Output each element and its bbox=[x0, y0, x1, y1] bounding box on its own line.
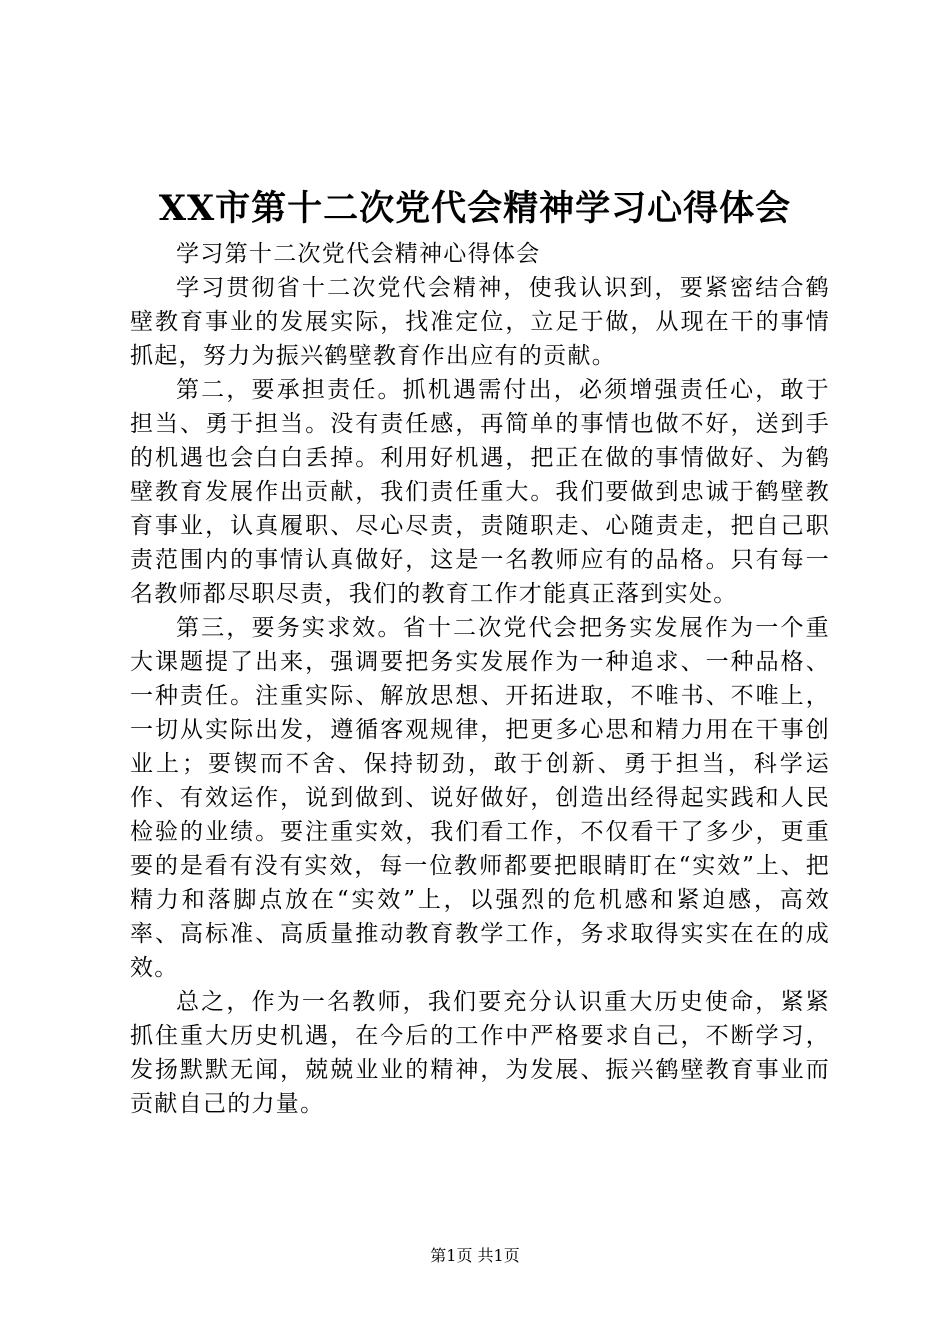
pragmatism-paragraph: 第三，要务实求效。省十二次党代会把务实发展作为一个重大课题提了出来，强调要把务实发展作为一种追求、一种品格、一种责任。注重实际、解放思想、开拓进取，不唯书、不唯上，一切从实际出发，遵循客观规律，把更多心思和精力用在干事创业上；要锲而不舍、保持韧劲，敢于创新、勇于担当，科学运作、有效运作，说到做到、说好做好，创造出经得起实践和人民检验的业绩。要注重实效，我们看工作，不仅看干了多少，更重要的是看有没有实效，每一位教师都要把眼睛盯在“实效”上、把精力和落脚点放在“实效”上，以强烈的危机感和紧迫感，高效率、高标准、高质量推动教育教学工作，务求取得实实在在的成效。 bbox=[130, 615, 830, 981]
intro-paragraph: 学习贯彻省十二次党代会精神，使我认识到，要紧密结合鹤壁教育事业的发展实际，找准定位，立足于做，从现在干的事情抓起，努力为振兴鹤壁教育作出应有的贡献。 bbox=[130, 275, 830, 369]
subtitle-paragraph: 学习第十二次党代会精神心得体会 bbox=[176, 241, 541, 267]
document-body bbox=[130, 237, 830, 1121]
conclusion-paragraph: 总之，作为一名教师，我们要充分认识重大历史使命，紧紧抓住重大历史机遇，在今后的工作中严格要求自己，不断学习，发扬默默无闻，兢兢业业的精神，为发展、振兴鹤壁教育事业而贡献自己的力量。 bbox=[130, 989, 830, 1117]
document-title: XX市第十二次党代会精神学习心得体会 bbox=[158, 188, 792, 229]
page-number-footer: 第1页 共1页 bbox=[430, 1246, 520, 1265]
responsibility-paragraph: 第二，要承担责任。抓机遇需付出，必须增强责任心，敢于担当、勇于担当。没有责任感，再简单的事情也做不好，送到手的机遇也会白白丢掉。利用好机遇，把正在做的事情做好、为鹤壁教育发展作出贡献，我们责任重大。我们要做到忠诚于鹤壁教育事业，认真履职、尽心尽责，责随职走、心随责走，把自己职责范围内的事情认真做好，这是一名教师应有的品格。只有每一名教师都尽职尽责，我们的教育工作才能真正落到实处。 bbox=[130, 377, 830, 607]
